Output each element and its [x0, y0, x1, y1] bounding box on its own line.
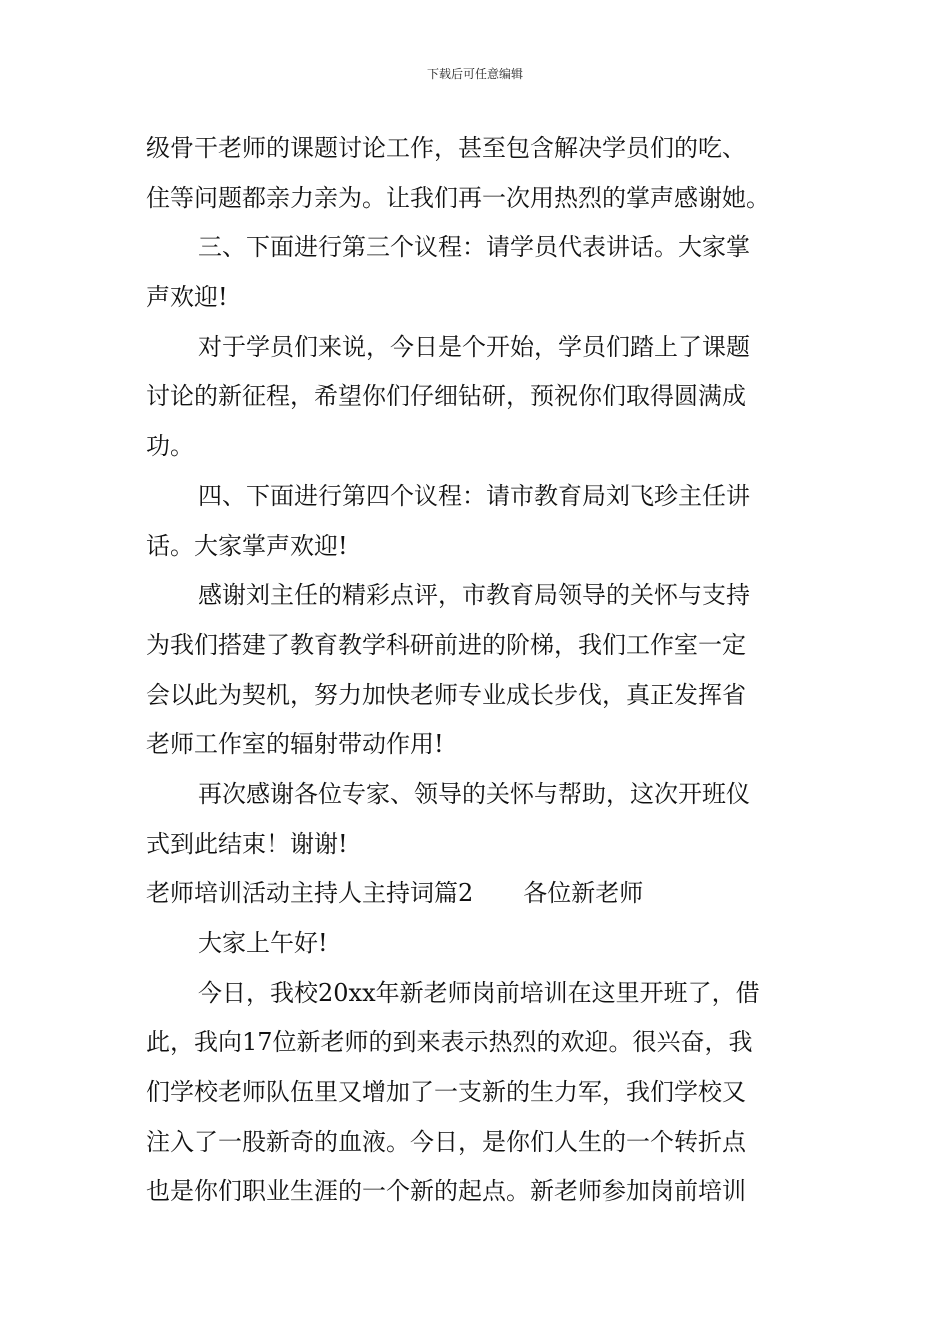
section-greeting: 各位新老师: [523, 879, 644, 908]
text-line: 声欢迎!: [146, 283, 228, 312]
text-line: 此，我向17位新老师的到来表示热烈的欢迎。很兴奋，我: [146, 1028, 753, 1057]
text-line: 讨论的新征程，希望你们仔细钻研，预祝你们取得圆满成: [146, 382, 746, 411]
text-line: 功。: [146, 432, 194, 461]
document-body: [146, 124, 810, 1217]
paragraph-line: 今日，我校20xx年新老师岗前培训在这里开班了，借: [198, 978, 760, 1007]
paragraph-line: 四、下面进行第四个议程：请市教育局刘飞珍主任讲: [198, 481, 750, 510]
paragraph-line: 感谢刘主任的精彩点评，市教育局领导的关怀与支持: [198, 581, 750, 610]
text-line: 注入了一股新奇的血液。今日，是你们人生的一个转折点: [146, 1127, 746, 1156]
text-line: 级骨干老师的课题讨论工作，甚至包含解决学员们的吃、: [146, 134, 746, 162]
text-line: 也是你们职业生涯的一个新的起点。新老师参加岗前培训: [146, 1177, 746, 1206]
text-line: 会以此为契机，努力加快老师专业成长步伐，真正发挥省: [146, 680, 746, 709]
text-line: 为我们搭建了教育教学科研前进的阶梯，我们工作室一定: [146, 630, 746, 659]
page-header-note: 下载后可任意编辑: [426, 67, 523, 81]
paragraph-line: 再次感谢各位专家、领导的关怀与帮助，这次开班仪: [198, 779, 750, 808]
text-line: 住等问题都亲力亲为。让我们再一次用热烈的掌声感谢她。: [146, 183, 770, 212]
text-line: 式到此结束！谢谢!: [146, 829, 348, 858]
section-heading: [146, 869, 810, 919]
paragraph-line: 大家上午好!: [198, 929, 328, 957]
text-line: 老师工作室的辐射带动作用!: [146, 730, 444, 759]
text-line: 话。大家掌声欢迎!: [146, 531, 348, 560]
paragraph-line: 三、下面进行第三个议程：请学员代表讲话。大家掌: [198, 233, 750, 262]
section-title: 老师培训活动主持人主持词篇2: [146, 879, 474, 908]
text-line: 们学校老师队伍里又增加了一支新的生力军，我们学校又: [146, 1078, 746, 1107]
paragraph-line: 对于学员们来说，今日是个开始，学员们踏上了课题: [198, 332, 750, 361]
